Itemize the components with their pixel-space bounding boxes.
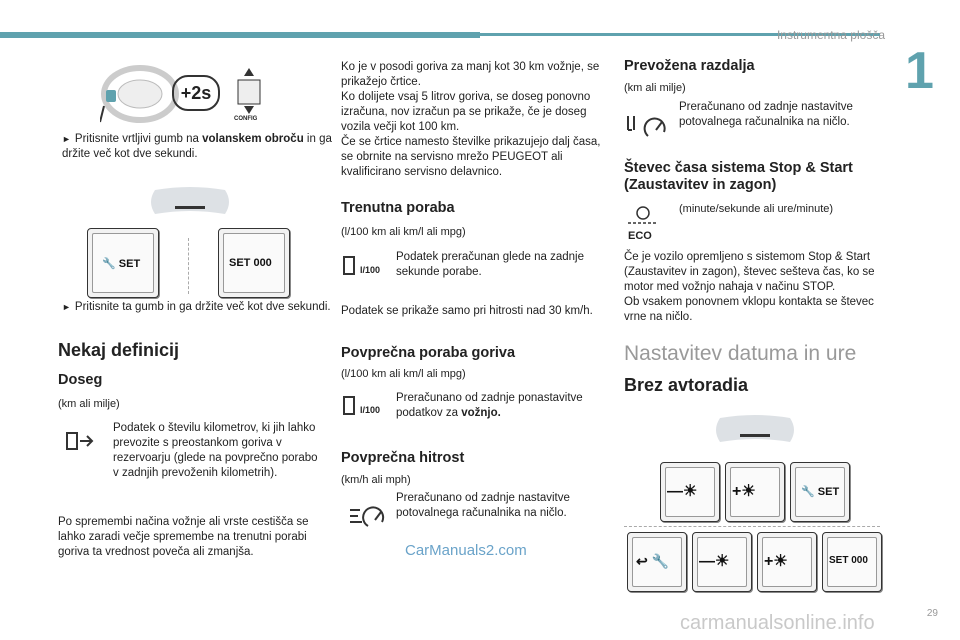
heading-average-speed: Povprečna hitrost: [341, 450, 465, 466]
brightness-plus-button[interactable]: [725, 462, 785, 522]
back-wrench-button[interactable]: [627, 532, 687, 592]
distance-description: Preračunano od zadnje nastavitve potovalnega računalnika na ničlo.: [679, 101, 853, 128]
brightness-minus-button[interactable]: [660, 462, 720, 522]
l100-label: l/100: [360, 405, 381, 415]
config-label: CONFIG: [234, 116, 258, 122]
stop-start-description: Če je vozilo opremljeno s sistemom Stop & Start (Zaustavitev in zagon), števec seštevа čas, ko se motor med vožnjo nahaja v načinu STOP. Ob vsakem ponovnem vklopu kontakta se števec vrne na ničlo.: [624, 251, 875, 323]
fuel-pump-icon: [342, 254, 358, 278]
range-unit: (km ali milje): [58, 398, 120, 410]
average-description: Preračunano od zadnje ponastavitve podatkov za vožnjo.: [396, 392, 583, 419]
wrench-icon: 🔧: [102, 258, 116, 270]
divider: [624, 526, 880, 527]
wrench-set-label: 🔧 SET: [102, 258, 141, 270]
stop-start-icon: [628, 205, 658, 227]
fuel-pump-icon: [342, 394, 358, 418]
speedometer-icon: [348, 500, 388, 530]
bullet-instruction-2: ► Pritisnite ta gumb in ga držite več kot dve sekundi.: [62, 301, 331, 313]
set-000-label: SET 000: [229, 257, 272, 269]
range-note: Po spremembi načina vožnje ali vrste cestišča se lahko zaradi večje spremembe na trenutni porabi goriva ta vrednost poveča ali zmanjša.: [58, 516, 309, 558]
set-button[interactable]: 🔧 SET: [790, 462, 850, 522]
speed-unit: (km/h ali mph): [341, 474, 411, 486]
heading-current-consumption: Trenutna poraba: [341, 200, 455, 216]
instrument-cluster-icon: [710, 414, 800, 446]
set-000-label: SET 000: [829, 555, 868, 566]
watermark-footer: carmanualsonline.info: [680, 612, 875, 634]
section-title: Instrumentna plošča: [776, 28, 885, 42]
current-note: Podatek se prikaže samo pri hitrosti nad 30 km/h.: [341, 305, 593, 317]
eco-label: ECO: [628, 230, 652, 242]
heading-average-consumption: Povprečna poraba goriva: [341, 345, 516, 361]
set-button[interactable]: [87, 228, 159, 298]
heading-no-radio: Brez avtoradia: [624, 375, 749, 395]
back-wrench-icon: ↩ 🔧: [636, 553, 670, 569]
brightness-minus-button[interactable]: [692, 532, 752, 592]
brightness-minus-icon: —☀: [667, 483, 698, 500]
stop-start-unit: (minute/sekunde ali ure/minute): [679, 203, 834, 215]
bullet-instruction-1: ► Pritisnite vrtljivi gumb na volanskem obroču in ga držite več kot dve sekundi.: [62, 133, 332, 160]
dashes-note: Ko je v posodi goriva za manj kot 30 km vožnje, se prikažejo črtice. Ko dolijete vsaj 5 litrov goriva, se doseg ponovno izračuna, nov izračun pa se prikaže, če je doseg vozila večji kot 100 km. Če se črtice namesto številke prikazujejo dalj časa, se obrnite na servisno mrežo PEUGEOT ali kvalificirano servisno delavnico.: [341, 61, 601, 178]
set-000-button[interactable]: [218, 228, 290, 298]
config-button-icon: [236, 66, 262, 122]
current-unit: (l/100 km ali km/l ali mpg): [341, 226, 466, 238]
header-bar: [0, 32, 480, 38]
brightness-minus-icon: —☀: [699, 553, 730, 570]
average-unit: (l/100 km ali km/l ali mpg): [341, 368, 466, 380]
page-number: 29: [926, 608, 938, 619]
heading-definitions: Nekaj definicij: [58, 340, 180, 360]
distance-unit: (km ali milje): [624, 82, 686, 94]
set-000-button[interactable]: [822, 532, 882, 592]
range-description: Podatek o številu kilometrov, ki jih lahko prevozite s preostankom goriva v rezervoarju (glede na povprečno porabo v zadnjih prevoženih kilometrih).: [113, 422, 318, 479]
hold-2s-icon: +2s: [172, 75, 220, 111]
current-description: Podatek preračunan glede na zadnje sekunde porabe.: [396, 251, 584, 278]
heading-stop-start: Števec časa sistema Stop & Start (Zaustavitev in zagon): [624, 160, 853, 193]
fuel-range-icon: [64, 430, 96, 452]
speed-description: Preračunano od zadnje nastavitve potovalnega računalnika na ničlo.: [396, 492, 570, 519]
divider: [188, 238, 189, 294]
brightness-plus-button[interactable]: [757, 532, 817, 592]
heading-range: Doseg: [58, 372, 103, 388]
heading-distance: Prevožena razdalja: [624, 58, 755, 74]
distance-icon: [626, 112, 672, 140]
l100-label: l/100: [360, 265, 381, 275]
instrument-cluster-icon: [145, 186, 235, 218]
heading-date-time: Nastavitev datuma in ure: [624, 342, 857, 365]
brightness-plus-icon: +☀: [732, 483, 756, 500]
brightness-plus-icon: +☀: [764, 553, 788, 570]
wrench-icon: 🔧: [801, 486, 815, 498]
chapter-number: 1: [905, 42, 934, 100]
watermark-center: CarManuals2.com: [405, 542, 527, 559]
